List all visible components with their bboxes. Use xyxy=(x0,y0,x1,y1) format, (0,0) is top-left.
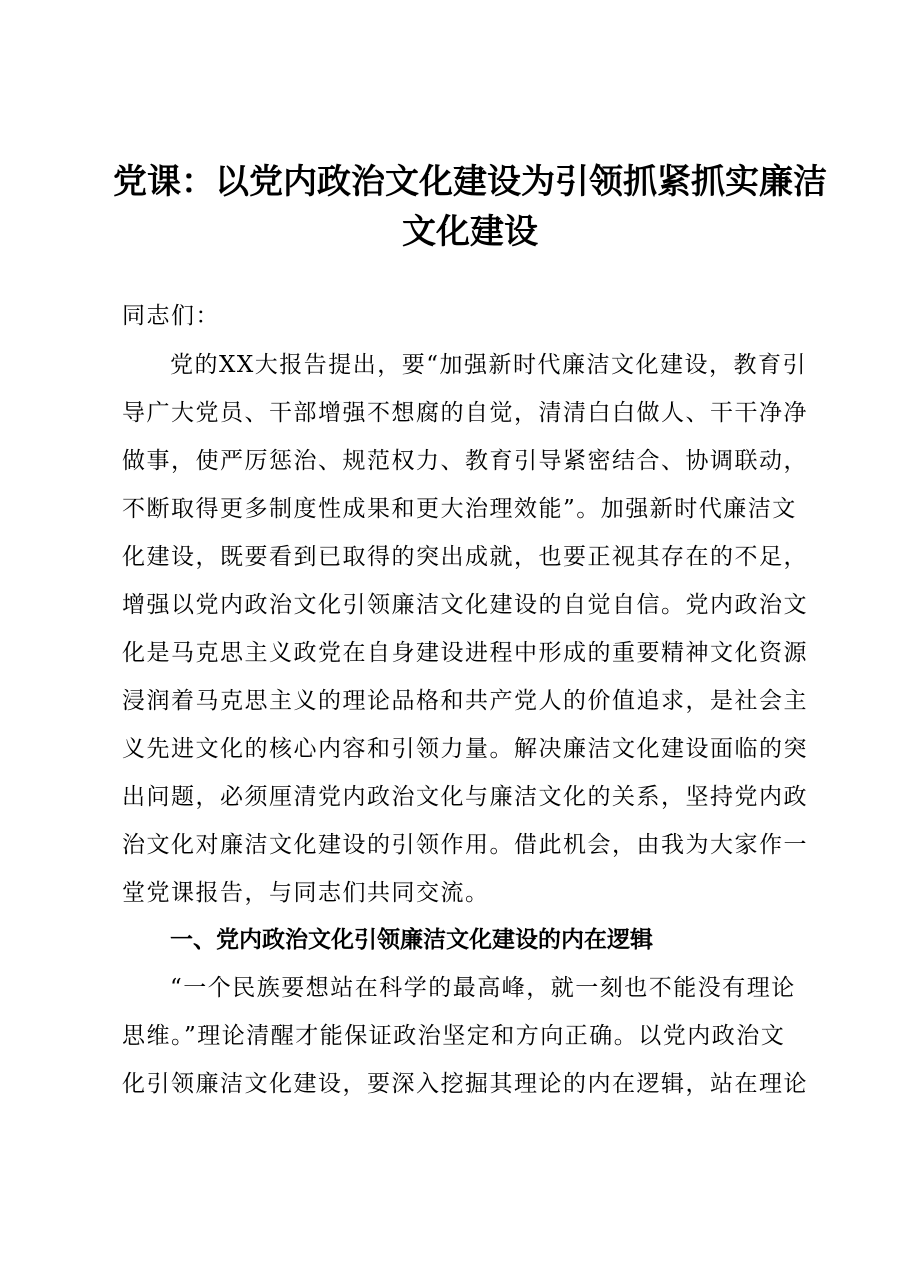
document-title-line-2: 文化建设 xyxy=(402,212,538,252)
document-title-line-1: 党课：以党内政治文化建设为引领抓紧抓实廉洁 xyxy=(113,162,827,202)
paragraph-1-line: 堂党课报告，与同志们共同交流。 xyxy=(122,880,490,906)
paragraph-1-line: 不断取得更多制度性成果和更大治理效能”。加强新时代廉洁文 xyxy=(122,496,797,522)
paragraph-1-line: 增强以党内政治文化引领廉洁文化建设的自觉自信。党内政治文 xyxy=(122,592,808,618)
paragraph-1-line: 化是马克思主义政党在自身建设进程中形成的重要精神文化资源 xyxy=(122,640,808,666)
paragraph-2-line: “一个民族要想站在科学的最高峰，就一刻也不能没有理论 xyxy=(170,975,796,1001)
section-heading: 一、党内政治文化引领廉洁文化建设的内在逻辑 xyxy=(170,927,653,953)
paragraph-1-line: 化建设，既要看到已取得的突出成就，也要正视其存在的不足， xyxy=(122,544,808,570)
paragraph-2-line: 化引领廉洁文化建设，要深入挖掘其理论的内在逻辑，站在理论 xyxy=(122,1071,808,1097)
paragraph-1-line: 浸润着马克思主义的理论品格和共产党人的价值追求，是社会主 xyxy=(122,688,808,714)
paragraph-1-line: 治文化对廉洁文化建设的引领作用。借此机会，由我为大家作一 xyxy=(122,832,808,858)
paragraph-1-line: 出问题，必须厘清党内政治文化与廉洁文化的关系，坚持党内政 xyxy=(122,784,808,810)
paragraph-1-line: 做事，使严厉惩治、规范权力、教育引导紧密结合、协调联动， xyxy=(122,448,808,474)
paragraph-1-line: 义先进文化的核心内容和引领力量。解决廉洁文化建设面临的突 xyxy=(122,736,808,762)
paragraph-1-line: 导广大党员、干部增强不想腐的自觉，清清白白做人、干干净净 xyxy=(122,400,808,426)
salutation: 同志们： xyxy=(122,303,220,329)
paragraph-2-line: 思维。”理论清醒才能保证政治坚定和方向正确。以党内政治文 xyxy=(122,1023,786,1049)
paragraph-1-line: 党的XX大报告提出，要“加强新时代廉洁文化建设，教育引 xyxy=(170,352,808,378)
